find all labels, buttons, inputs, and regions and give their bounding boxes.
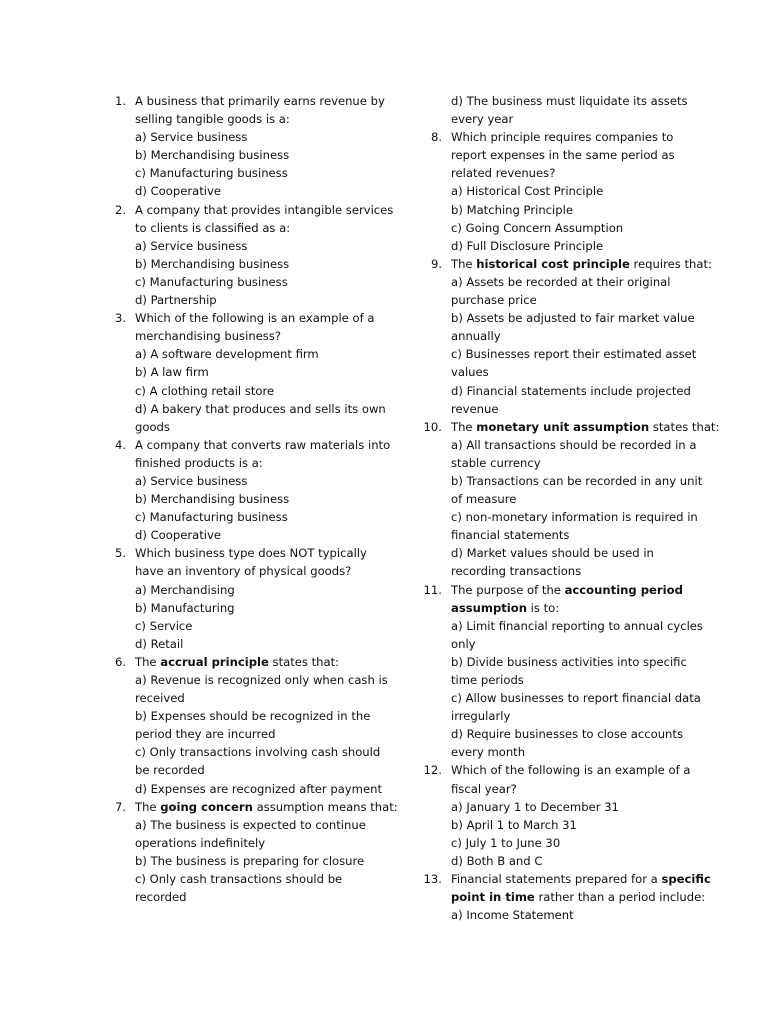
answer-option: recording transactions: [451, 564, 582, 579]
answer-option: c) A clothing retail store: [135, 383, 275, 398]
question-stem-line: [451, 599, 683, 617]
answer-option: c) Manufacturing business: [135, 510, 288, 525]
bold-term: assumption: [451, 600, 527, 615]
answer-option: purchase price: [451, 293, 537, 308]
question-stem-line: Which of the following is an example of a: [451, 763, 691, 778]
answer-option: d) Financial statements include projected: [451, 383, 691, 398]
answer-option: irregularly: [451, 709, 511, 724]
stem-text: is to:: [527, 600, 560, 615]
question-stem-line: [451, 870, 711, 888]
question-stem-line: [451, 255, 712, 273]
question-stem-line: [135, 653, 375, 671]
answer-option: c) Businesses report their estimated asset: [451, 347, 697, 362]
answer-option: operations indefinitely: [135, 835, 266, 850]
answer-option: time periods: [451, 673, 524, 687]
answer-option: b) April 1 to March 31: [451, 817, 577, 832]
answer-option: a) Service business: [135, 238, 248, 253]
answer-option: d) Both B and C: [451, 853, 543, 868]
answer-option: b) A law firm: [135, 365, 209, 380]
question-item: [114, 798, 398, 907]
question-stem-line: A business that primarily earns revenue by: [135, 94, 385, 108]
answer-option: a) Income Statement: [451, 908, 574, 923]
answer-option: b) The business is preparing for closure: [135, 853, 365, 868]
answer-option: financial statements: [451, 528, 570, 543]
answer-option: a) All transactions should be recorded in a: [451, 437, 697, 452]
question-number: 4.: [114, 437, 126, 452]
question-number: 3.: [114, 311, 126, 326]
bold-term: point in time: [451, 890, 535, 905]
answer-option: c) Only transactions involving cash should: [135, 745, 381, 760]
question-number: 9.: [430, 256, 442, 271]
answer-option: b) Assets be adjusted to fair market value: [451, 311, 695, 326]
answer-option: c) Going Concern Assumption: [451, 220, 624, 235]
question-stem-line: have an inventory of physical goods?: [135, 564, 352, 579]
stem-text: states that:: [268, 654, 340, 669]
answer-option: every month: [451, 745, 526, 760]
question-stem-line: finished products is a:: [135, 455, 263, 470]
stem-text: The purpose of the: [451, 582, 565, 597]
question-number: 8.: [430, 130, 442, 145]
answer-option: values: [451, 365, 489, 380]
question-item: [430, 128, 683, 255]
question-item: [423, 761, 691, 870]
question-item: [423, 418, 720, 581]
answer-option: b) Expenses should be recognized in the: [135, 709, 371, 724]
question-number: 7.: [114, 799, 126, 814]
question-item: [114, 201, 394, 310]
question-stem-line: fiscal year?: [451, 781, 517, 796]
stem-text: The: [451, 256, 477, 271]
question-stem-line: report expenses in the same period as: [451, 148, 675, 163]
question-item: [114, 544, 375, 653]
question-item: [423, 870, 711, 924]
right-column: [423, 92, 720, 924]
question-stem-line: Which of the following is an example of a: [135, 311, 375, 326]
question-number: 1.: [114, 94, 126, 108]
answer-option: d) Expenses are recognized after payment: [135, 781, 382, 796]
answer-option: goods: [135, 419, 170, 434]
answer-option: a) Limit financial reporting to annual cycles: [451, 618, 703, 633]
answer-option: a) Revenue is recognized only when cash is: [135, 673, 388, 687]
answer-option: a) Assets be recorded at their original: [451, 274, 671, 289]
bold-term: accrual principle: [160, 654, 269, 669]
question-continuation: [451, 92, 688, 128]
answer-option: b) Matching Principle: [451, 202, 573, 217]
question-stem-line: [451, 418, 720, 436]
question-stem-line: related revenues?: [451, 166, 556, 181]
answer-option: revenue: [451, 401, 499, 416]
question-item: [423, 581, 703, 762]
answer-option: b) Manufacturing: [135, 600, 235, 615]
question-number: 5.: [114, 546, 126, 561]
answer-option: a) Service business: [135, 130, 248, 145]
answer-option: d) The business must liquidate its assets: [451, 94, 688, 108]
bold-term: accounting period: [564, 582, 683, 597]
answer-option: a) Historical Cost Principle: [451, 184, 604, 199]
question-number: 13.: [423, 872, 442, 887]
answer-option: c) Service: [135, 618, 193, 633]
answer-option: a) Merchandising: [135, 582, 235, 597]
bold-term: monetary unit assumption: [476, 419, 650, 434]
question-stem-line: to clients is classified as a:: [135, 220, 291, 235]
answer-option: b) Merchandising business: [135, 256, 290, 271]
question-item: [114, 309, 386, 436]
answer-option: annually: [451, 329, 501, 344]
question-item: [430, 255, 712, 418]
question-stem-line: [135, 798, 398, 816]
question-stem-line: A company that provides intangible services: [135, 202, 394, 217]
answer-option: b) Transactions can be recorded in any unit: [451, 473, 703, 488]
bold-term: historical cost principle: [476, 256, 630, 271]
answer-option: c) Only cash transactions should be: [135, 872, 343, 887]
question-item: [114, 653, 388, 798]
answer-option: a) The business is expected to continue: [135, 817, 366, 832]
answer-option: c) Manufacturing business: [135, 274, 288, 289]
stem-text: states that:: [649, 419, 720, 434]
question-number: 11.: [423, 582, 442, 597]
question-stem-line: Which business type does NOT typically: [135, 546, 367, 561]
answer-option: a) January 1 to December 31: [451, 799, 619, 814]
answer-option: b) Divide business activities into specific: [451, 654, 687, 669]
bold-term: specific: [661, 872, 711, 887]
bold-term: going concern: [160, 799, 253, 814]
answer-option: a) Service business: [135, 473, 248, 488]
answer-option: every year: [451, 112, 514, 127]
answer-option: be recorded: [135, 763, 205, 778]
answer-option: c) non-monetary information is required in: [451, 510, 698, 525]
question-item: [114, 92, 385, 201]
stem-text: The: [451, 419, 477, 434]
answer-option: d) Cooperative: [135, 528, 221, 543]
answer-option: period they are incurred: [135, 727, 276, 742]
stem-text: The: [135, 799, 161, 814]
answer-option: d) Market values should be used in: [451, 546, 654, 561]
question-stem-line: Which principle requires companies to: [451, 130, 674, 145]
stem-text: Financial statements prepared for a: [451, 872, 662, 887]
stem-text: requires that:: [629, 256, 712, 271]
left-column: [114, 92, 398, 906]
question-stem-line: selling tangible goods is a:: [135, 112, 290, 127]
question-number: 12.: [423, 763, 442, 778]
answer-option: a) A software development firm: [135, 347, 319, 362]
answer-option: recorded: [135, 890, 187, 905]
question-stem-line: A company that converts raw materials into: [135, 437, 391, 452]
stem-text: The: [135, 654, 161, 669]
answer-option: of measure: [451, 492, 517, 507]
answer-option: d) Full Disclosure Principle: [451, 238, 604, 253]
question-stem-line: [451, 888, 706, 906]
answer-option: stable currency: [451, 455, 541, 470]
question-stem-line: [451, 581, 683, 599]
answer-option: c) Manufacturing business: [135, 166, 288, 181]
question-number: 10.: [423, 419, 442, 434]
answer-option: d) Cooperative: [135, 184, 221, 199]
answer-option: d) Require businesses to close accounts: [451, 727, 683, 742]
stem-text: assumption means that:: [252, 799, 398, 814]
question-item: [114, 436, 391, 545]
stem-text: rather than a period include:: [534, 890, 706, 905]
answer-option: d) A bakery that produces and sells its own: [135, 401, 386, 416]
question-number: 2.: [114, 202, 126, 217]
answer-option: c) Allow businesses to report financial data: [451, 691, 701, 706]
answer-option: d) Partnership: [135, 293, 217, 308]
answer-option: only: [451, 636, 476, 651]
answer-option: d) Retail: [135, 636, 184, 651]
question-stem-line: merchandising business?: [135, 329, 282, 344]
answer-option: b) Merchandising business: [135, 492, 290, 507]
answer-option: received: [135, 691, 185, 706]
answer-option: c) July 1 to June 30: [451, 835, 561, 850]
answer-option: b) Merchandising business: [135, 148, 290, 163]
question-number: 6.: [114, 654, 126, 669]
